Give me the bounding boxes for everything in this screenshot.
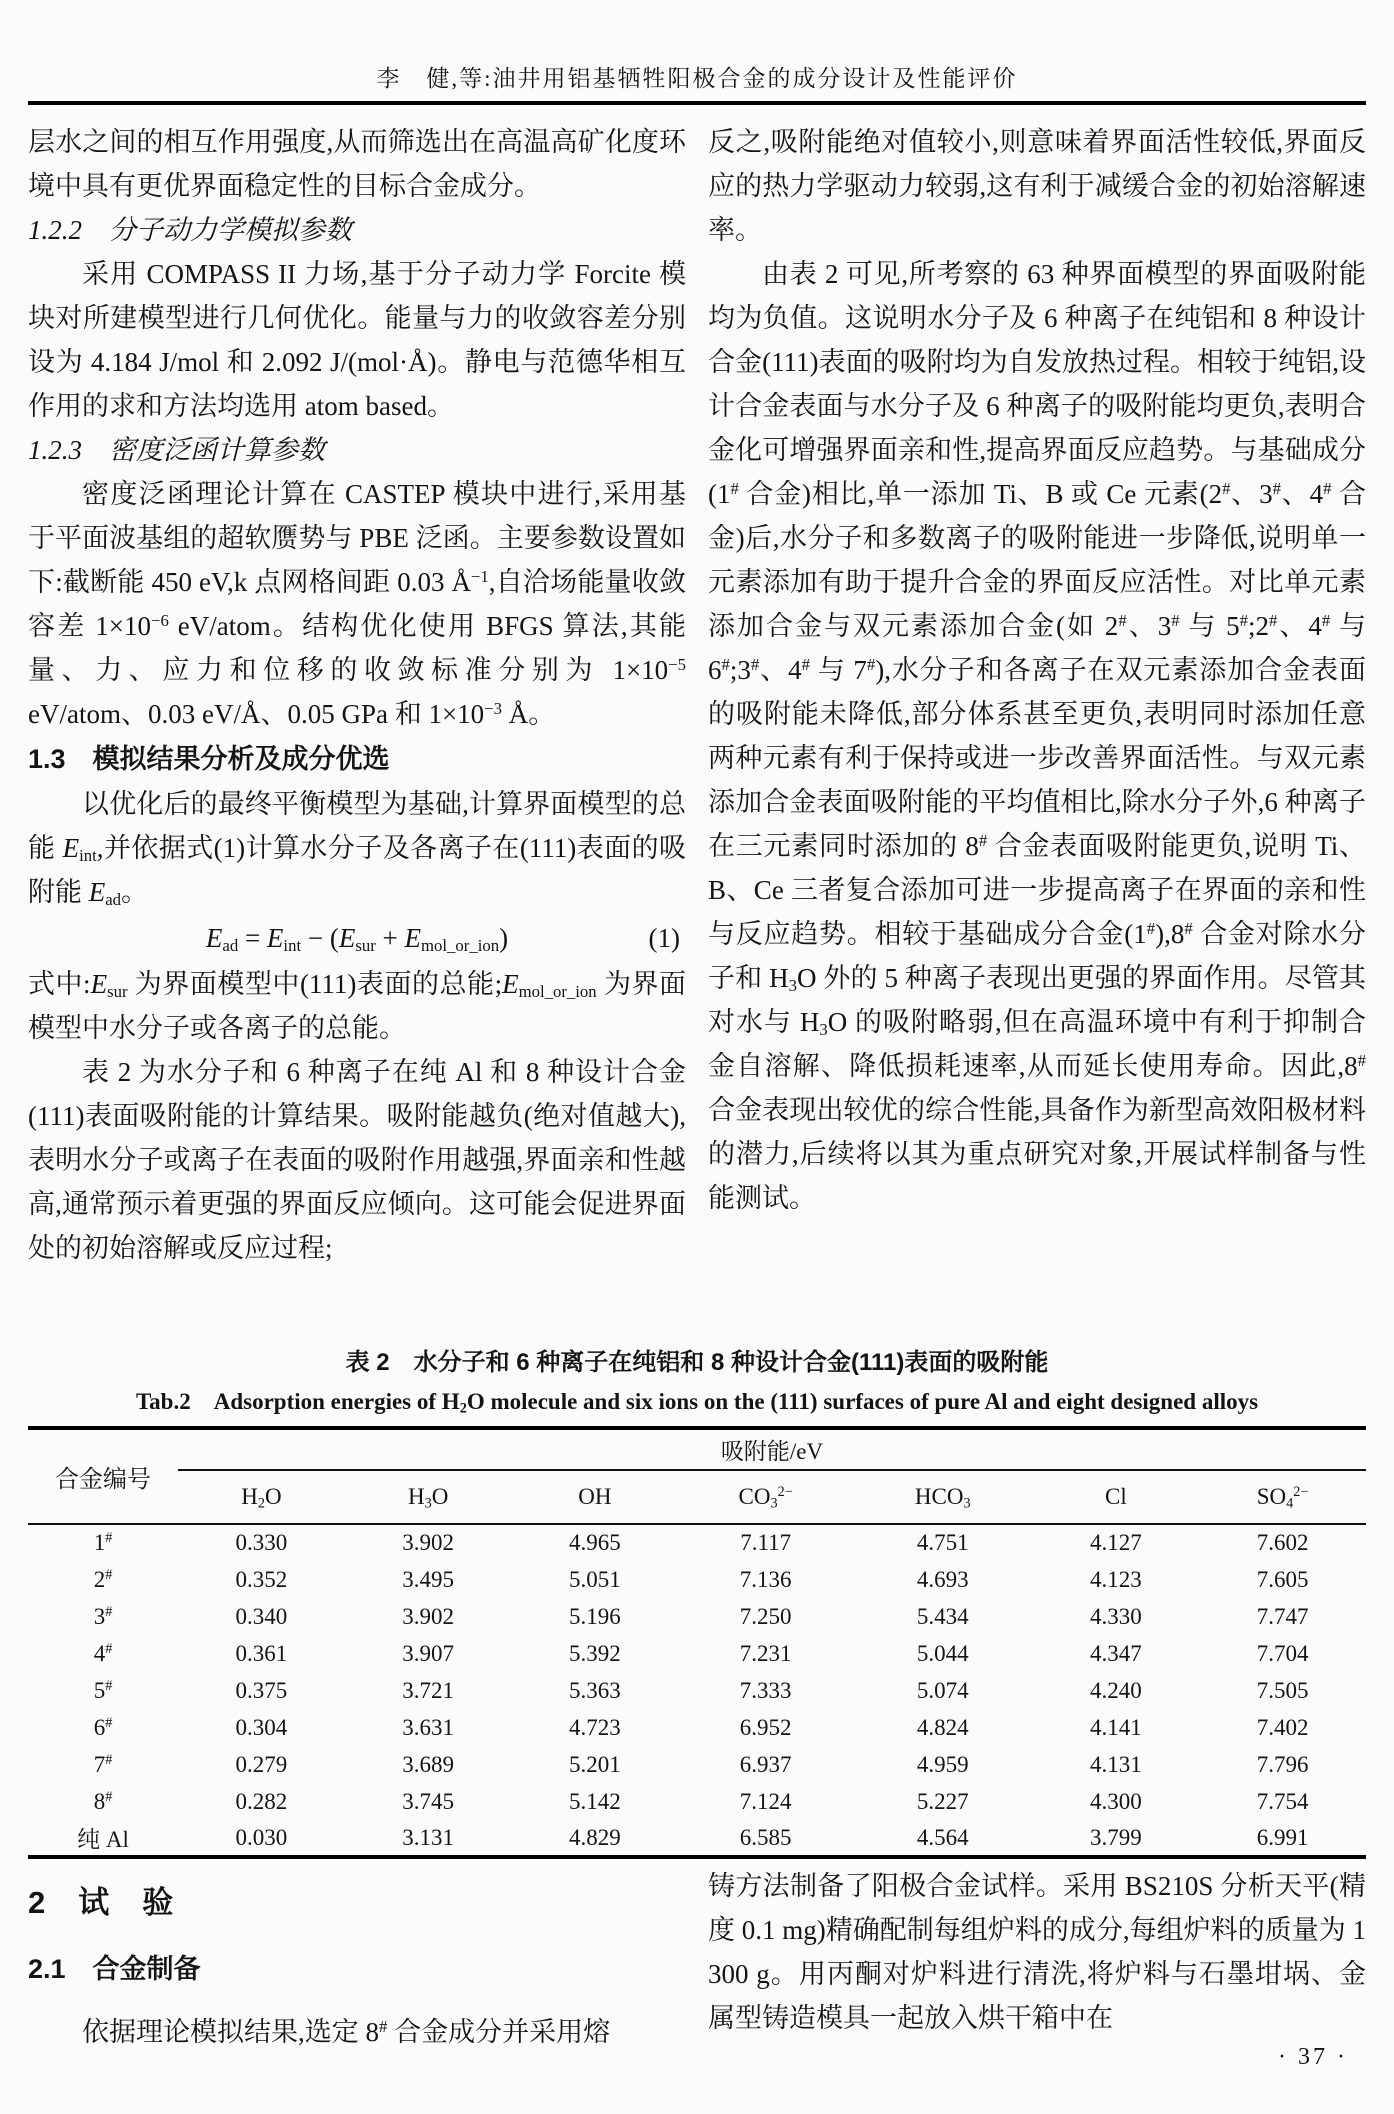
cell: 4.959 [916, 1751, 969, 1777]
equation-number: (1) [648, 923, 680, 953]
equation-1 [28, 914, 686, 962]
table-caption-en: Tab.2 Adsorption energies of $H_2O$ molecule and six ions on the (111) surfaces of pure Al and eight designed alloys [135, 1389, 1259, 1417]
cell: 5.044 [916, 1640, 969, 1666]
cell: 0.279 [235, 1751, 288, 1777]
row-label: 6# [93, 1714, 113, 1740]
cell: 7.250 [739, 1603, 792, 1629]
cell: 3.131 [402, 1824, 454, 1850]
table-row [28, 1746, 1366, 1783]
table-row [28, 1524, 1366, 1561]
paragraph-1-3-a: 以优化后的最终平衡模型为基础,计算界面模型的总能 $E_{int}$,并依据式(1)计算水分子及各离子在(111)表面的吸附能 $E_{ad}$。 [28, 789, 686, 910]
bottom-left-column [28, 1886, 686, 2054]
cell: 3.902 [402, 1530, 454, 1555]
cell: 7.136 [739, 1566, 792, 1592]
paragraph-2-1: 依据理论模拟结果,选定 8# 合金成分并采用熔 [82, 2016, 611, 2047]
cell: 5.051 [569, 1566, 621, 1592]
cell: 3.907 [402, 1640, 454, 1666]
table-row [28, 1820, 1366, 1857]
row-label: 3# [93, 1603, 113, 1629]
row-label: 纯 Al [77, 1827, 129, 1852]
row-label: 7# [93, 1751, 113, 1777]
cell: 5.201 [569, 1751, 621, 1777]
cell: 4.965 [569, 1530, 621, 1555]
cell: 5.434 [916, 1603, 969, 1629]
column-header-co3: $CO_3^{2-}$ [678, 1470, 853, 1524]
cell: 4.751 [916, 1530, 969, 1555]
heading-2-1: 2.1 合金制备 [28, 1954, 201, 1984]
cell: 7.231 [739, 1640, 792, 1666]
cell: 4.131 [1089, 1751, 1142, 1777]
table-2-block [28, 1342, 1366, 1859]
heading-1-3: 1.3 模拟结果分析及成分优选 [28, 744, 390, 774]
cell: 7.704 [1256, 1640, 1309, 1666]
table-caption-zh: 表 2 水分子和 6 种离子在纯铝和 8 种设计合金(111)表面的吸附能 [345, 1349, 1049, 1376]
paragraph-right-2: 由表 2 可见,所考察的 63 种界面模型的界面吸附能均为负值。这说明水分子及 6 种离子在纯铝和 8 种设计合金(111)表面的吸附均为自发放热过程。相较于纯铝,设计合金表面与水分子及 6 种离子的吸附能均更负,表明合金化可增强界面亲和性,提高界面反应趋势。与基础成分(1# 合金)相比,单一添加 Ti、B 或 Ce 元素(2#、3#、4# 合金)后,水分子和多数离子的吸附能进一步降低,说明单一元素添加有助于提升合金的界面反应活性。对比单元素添加合金与双元素添加合金(如 2#、3# 与 5#;2#、4# 与 6#;3#、4# 与 7#),水分子和各离子在双元素添加合金表面的吸附能未降低,部分体系甚至更负,表明同时添加任意两种元素有利于保持或进一步改善界面活性。与双元素添加合金表面吸附能的平均值相比,除水分子外,6 种离子在三元素同时添加的 8# 合金表面吸附能更负,说明 Ti、B、Ce 三者复合添加可进一步提高离子在界面的亲和性与反应趋势。相较于基础成分合金(1#),8# 合金对除水分子和 $H_3O$ 外的 5 种离子表现出更强的界面作用。尽管其对水与 $H_3O$ 的吸附略弱,但在高温环境中有利于抑制合金自溶解、降低损耗速率,从而延长使用寿命。因此,8# 合金表现出较优的综合性能,具备作为新型高效阳极材料的潜力,后续将以其为重点研究对象,开展试样制备与性能测试。 [708, 259, 1367, 1213]
row-label: 1# [93, 1530, 113, 1555]
table-header-columns-row [28, 1470, 1366, 1524]
paragraph-2-1-continuation: 铸方法制备了阳极合金试样。采用 BS210S 分析天平(精度 0.1 mg)精确配制每组炉料的成分,每组炉料的质量为 1 300 g。用丙酮对炉料进行清洗,将炉料与石墨坩埚、金属型铸造模具一起放入烘干箱中在 [708, 1871, 1366, 2033]
column-header-so4: $SO_4^{2-}$ [1199, 1470, 1366, 1524]
cell: 3.689 [402, 1751, 454, 1777]
cell: 0.340 [235, 1603, 288, 1629]
paragraph-1-2-3: 密度泛函理论计算在 CASTEP 模块中进行,采用基于平面波基组的超软赝势与 PBE 泛函。主要参数设置如下:截断能 450 eV,k 点网格间距 0.03 $Å^{-1}$,自洽场能量收敛容差 $1\times 10^{-6}$ eV/atom。结构优化使用 BFGS 算法,其能量、力、应力和位移的收敛标准分别为 $1\times 10^{-5}$ eV/atom、0.03 eV/Å、0.05 GPa 和 $1\times 10^{-3}$ Å。 [28, 479, 686, 729]
table-row [28, 1709, 1366, 1746]
cell: 6.585 [739, 1824, 792, 1850]
table-row [28, 1635, 1366, 1672]
equation-body: $E_{ad} = E_{int} - (E_{sur} + E_{mol\_or\_ion})$ [205, 923, 509, 956]
cell: 3.902 [402, 1603, 454, 1629]
column-header-alloy-no: 合金编号 [28, 1428, 178, 1524]
row-label: 5# [93, 1677, 113, 1703]
column-group-header-adsorption-energy: 吸附能/eV [178, 1428, 1366, 1470]
cell: 5.196 [569, 1603, 621, 1629]
row-label: 4# [93, 1640, 113, 1666]
heading-1-2-3: 1.2.3 密度泛函计算参数 [28, 435, 325, 465]
cell: 0.030 [235, 1824, 288, 1850]
cell: 7.754 [1256, 1788, 1309, 1814]
column-header-oh: OH [512, 1470, 679, 1524]
cell: 5.074 [916, 1677, 969, 1703]
running-header: 李 健,等:油井用铝基牺牲阳极合金的成分设计及性能评价 [376, 66, 1018, 91]
adsorption-energy-table [28, 1426, 1366, 1859]
header-rule [28, 101, 1366, 105]
cell: 4.300 [1089, 1788, 1142, 1814]
cell: 3.721 [402, 1677, 454, 1703]
table-row [28, 1598, 1366, 1635]
paragraph-continuation: 层水之间的相互作用强度,从而筛选出在高温高矿化度环境中具有更优界面稳定性的目标合金成分。 [28, 127, 686, 201]
row-label: 2# [93, 1566, 113, 1592]
cell: 6.991 [1256, 1824, 1309, 1850]
cell: 4.240 [1089, 1677, 1142, 1703]
right-column [708, 120, 1366, 1220]
cell: 5.227 [916, 1788, 969, 1814]
bottom-right-column [708, 1864, 1366, 2040]
cell: 0.304 [235, 1714, 288, 1740]
cell: 5.142 [569, 1788, 621, 1814]
cell: 4.123 [1089, 1566, 1142, 1592]
table-row [28, 1672, 1366, 1709]
cell: 7.505 [1256, 1677, 1309, 1703]
cell: 7.747 [1256, 1603, 1309, 1629]
table-header-group-row [28, 1428, 1366, 1470]
cell: 4.347 [1089, 1640, 1142, 1666]
cell: 7.402 [1256, 1714, 1309, 1740]
table-row [28, 1783, 1366, 1820]
column-header-cl: Cl [1032, 1470, 1199, 1524]
cell: 4.693 [916, 1566, 969, 1592]
cell: 6.952 [739, 1714, 792, 1740]
cell: 7.117 [740, 1530, 792, 1555]
row-label: 8# [93, 1788, 113, 1814]
column-header-hco3: $HCO_3$ [853, 1470, 1032, 1524]
cell: 0.352 [235, 1566, 288, 1592]
cell: 0.330 [235, 1530, 288, 1555]
cell: 6.937 [739, 1751, 792, 1777]
cell: 7.605 [1256, 1566, 1309, 1592]
cell: 4.127 [1089, 1530, 1142, 1555]
cell: 7.796 [1256, 1751, 1309, 1777]
cell: 4.829 [569, 1824, 621, 1850]
heading-2: 2 试 验 [28, 1885, 175, 1920]
cell: 0.375 [235, 1677, 288, 1703]
cell: 4.723 [569, 1714, 621, 1740]
cell: 4.141 [1089, 1714, 1142, 1740]
paragraph-1-2-2: 采用 COMPASS II 力场,基于分子动力学 Forcite 模块对所建模型进行几何优化。能量与力的收敛容差分别设为 4.184 J/mol 和 2.092 J/(mol·Å)。静电与范德华相互作用的求和方法均选用 atom based。 [28, 259, 686, 421]
paragraph-1-3-c: 表 2 为水分子和 6 种离子在纯 Al 和 8 种设计合金(111)表面吸附能的计算结果。吸附能越负(绝对值越大),表明水分子或离子在表面的吸附作用越强,界面亲和性越高,通常预示着更强的界面反应倾向。这可能会促进界面处的初始溶解或反应过程; [28, 1057, 686, 1263]
left-column [28, 120, 686, 1270]
cell: 4.824 [916, 1714, 969, 1740]
cell: 3.495 [402, 1566, 454, 1592]
cell: 4.564 [916, 1824, 969, 1850]
column-header-h2o: $H_2O$ [178, 1470, 345, 1524]
cell: 5.392 [569, 1640, 621, 1666]
cell: 5.363 [569, 1677, 621, 1703]
page-number: · 37 · [1278, 2044, 1348, 2070]
cell: 4.330 [1089, 1603, 1142, 1629]
cell: 3.631 [402, 1714, 454, 1740]
cell: 0.361 [235, 1640, 288, 1666]
column-header-h3o: $H_3O$ [345, 1470, 512, 1524]
table-row [28, 1561, 1366, 1598]
cell: 0.282 [235, 1788, 288, 1814]
heading-1-2-2: 1.2.2 分子动力学模拟参数 [28, 215, 352, 245]
cell: 3.799 [1089, 1824, 1142, 1850]
cell: 3.745 [402, 1788, 454, 1814]
paragraph-right-1: 反之,吸附能绝对值较小,则意味着界面活性较低,界面反应的热力学驱动力较弱,这有利于减缓合金的初始溶解速率。 [708, 127, 1366, 245]
paragraph-1-3-b: 式中$:E_{sur}$ 为界面模型中(111)表面的总能$;E_{mol\_or\_ion}$ 为界面模型中水分子或各离子的总能。 [28, 969, 686, 1043]
cell: 7.124 [739, 1788, 792, 1814]
cell: 7.333 [739, 1677, 792, 1703]
cell: 7.602 [1256, 1530, 1309, 1555]
